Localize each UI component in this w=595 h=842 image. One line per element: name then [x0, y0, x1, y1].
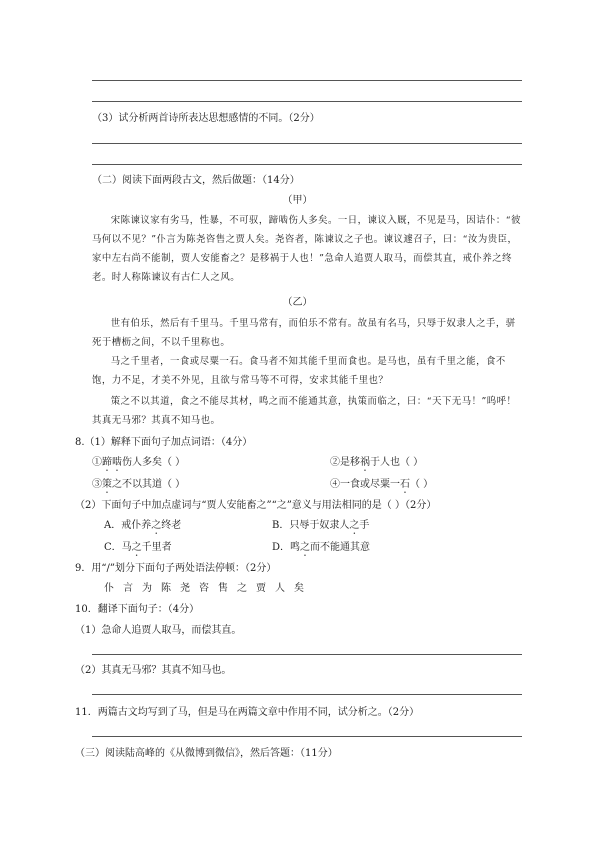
answer-line — [92, 736, 522, 737]
q9-char: 陈 — [161, 583, 171, 594]
q9-char: 言 — [123, 583, 133, 594]
q10-sentence-2: （2）其真无马邪？其真不知马也。 — [75, 665, 232, 676]
q9-char: 矣 — [294, 583, 304, 594]
option-c: C．马之千里者 — [104, 542, 172, 553]
q9-char: 为 — [142, 583, 152, 594]
passage-jia: 宋陈谏议家有劣马，性暴，不可驭，蹄啮伤人多矣。一日，谏议入厩，不见是马，因诘仆：“彼马何以不见？”仆言为陈尧咨售之贾人矣。尧咨者，陈谏议之子也。谏议遽召子，曰：“汝为贵臣，家中左右尚不能制，贾人安能畜之？是移祸于人也！”急命人追贾人取马，而偿其直，戒仆养之终老。时人称陈谏议有古仁人之风。 — [92, 215, 521, 283]
question-10-stem: 10．翻译下面句子：（4分） — [75, 604, 200, 615]
q9-char: 售 — [218, 583, 228, 594]
answer-line — [92, 101, 522, 102]
q8-item-3: ③策之不以其道（ ） — [92, 479, 186, 490]
section2-heading: （二）阅读下面两段古文，然后做题：（14分） — [92, 175, 300, 186]
passage-yi-paragraph-2: 马之千里者，一食或尽粟一石。食马者不知其能千里而食也。是马也，虽有千里之能，食不饱，力不足，才美不外见，且欲与常马等不可得，安求其能千里也？ — [92, 356, 506, 386]
passage-jia-label: （甲） — [282, 195, 313, 206]
question-8-part-2: （2）下面句子中加点虚词与“贾人安能畜之”“之”意义与用法相同的是（ ）（2分） — [75, 500, 437, 511]
q9-sentence — [104, 582, 313, 596]
answer-line — [92, 164, 522, 165]
q9-char: 仆 — [104, 583, 114, 594]
question-9-stem: 9．用“/”划分下面句子两处语法停顿：（2分） — [75, 563, 277, 574]
option-d: D．鸣之而不能通其意 — [272, 542, 371, 553]
section3-heading: （三）阅读陆高峰的《从微博到微信》，然后答题：（11分） — [75, 748, 338, 759]
q9-char: 人 — [275, 583, 285, 594]
passage-yi-label: （乙） — [282, 297, 313, 308]
q9-char: 贾 — [256, 583, 266, 594]
passage-yi-paragraph-1: 世有伯乐，然后有千里马。千里马常有，而伯乐不常有。故虽有名马，只辱于奴隶人之手，骈死于槽枥之间，不以千里称也。 — [92, 318, 516, 348]
option-b: B．只辱于奴隶人之手 — [272, 520, 370, 531]
question-8-stem: 8.（1）解释下面句子加点词语：（4分） — [75, 437, 253, 448]
answer-line — [92, 694, 522, 695]
q10-sentence-1: （1）急命人追贾人取马，而偿其直。 — [75, 625, 242, 636]
question-3: （3）试分析两首诗所表达思想感情的不同。（2分） — [92, 113, 320, 124]
option-a: A．戒仆养之终老 — [104, 520, 182, 531]
q9-char: 尧 — [180, 583, 190, 594]
q8-item-4: ④一食或尽粟一石（ ） — [330, 479, 434, 490]
passage-yi-paragraph-3: 策之不以其道，食之不能尽其材，鸣之而不能通其意，执策而临之，曰：“天下无马！”呜呼！其真无马邪？其真不知马也。 — [92, 396, 517, 426]
answer-line — [92, 143, 522, 144]
answer-line — [92, 654, 522, 655]
q9-char: 之 — [237, 583, 247, 594]
q8-item-2: ②是移祸于人也（ ） — [330, 457, 424, 468]
q9-char: 咨 — [199, 583, 209, 594]
question-11: 11．两篇古文均写到了马，但是马在两篇文章中作用不同，试分析之。（2分） — [75, 707, 420, 718]
answer-line — [92, 80, 522, 81]
q8-item-1: ①蹄啮伤人多矣（ ） — [92, 457, 186, 468]
